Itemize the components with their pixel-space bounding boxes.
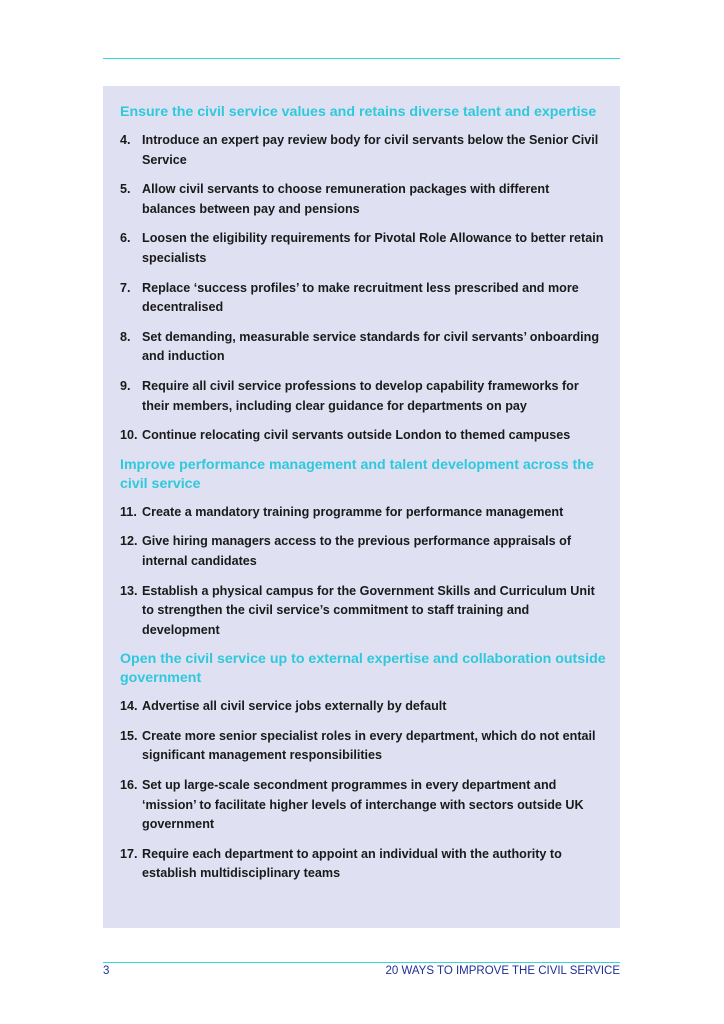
item-number: 14.: [120, 699, 138, 714]
item-number: 16.: [120, 778, 138, 793]
list-item: [120, 845, 606, 884]
item-text: Replace ‘success profiles’ to make recruitment less prescribed and more decentralised: [142, 280, 579, 315]
list-item: [120, 328, 606, 367]
list-item: [120, 532, 606, 571]
item-text: Require all civil service professions to develop capability frameworks for their members, including clear guidance for departments on pay: [142, 378, 579, 413]
list-item: [120, 776, 606, 835]
item-number: 11.: [120, 504, 137, 519]
item-number: 12.: [120, 534, 138, 549]
item-number: 4.: [120, 133, 131, 147]
list-item: [120, 180, 606, 219]
recommendation-list: [120, 697, 606, 884]
section-heading-talent: Ensure the civil service values and retains diverse talent and expertise: [120, 104, 597, 120]
top-divider: [103, 58, 620, 59]
list-item: [120, 503, 606, 523]
item-text: Create more senior specialist roles in every department, which do not entail significant management responsibilities: [142, 728, 596, 763]
list-item: [120, 697, 606, 717]
list-item: [120, 727, 606, 766]
item-text: Continue relocating civil servants outside London to themed campuses: [142, 428, 571, 443]
item-text: Establish a physical campus for the Government Skills and Curriculum Unit to strengthen the civil service’s commitment to staff training and development: [142, 583, 595, 637]
section-heading-performance: Improve performance management and talent development across the civil service: [120, 456, 594, 492]
item-number: 6.: [120, 231, 131, 246]
item-text: Create a mandatory training programme for performance management: [142, 504, 564, 519]
recommendation-list: [120, 131, 606, 446]
item-text: Set up large-scale secondment programmes in every department and ‘mission’ to facilitate higher levels of interchange with sectors outside UK government: [142, 778, 584, 832]
list-item: [120, 582, 606, 641]
list-item: [120, 131, 606, 170]
item-number: 17.: [120, 846, 138, 861]
footer-divider: [103, 962, 620, 963]
list-item: [120, 229, 606, 268]
item-text: Require each department to appoint an individual with the authority to establish multidisciplinary teams: [142, 846, 562, 881]
recommendation-list: [120, 503, 606, 641]
item-number: 15.: [120, 728, 138, 743]
recommendations-panel: [103, 86, 620, 928]
item-text: Advertise all civil service jobs externally by default: [142, 699, 447, 714]
item-text: Introduce an expert pay review body for civil servants below the Senior Civil Service: [142, 133, 599, 167]
page-number: 3: [103, 965, 110, 977]
item-number: 5.: [120, 182, 131, 197]
item-number: 8.: [120, 329, 131, 344]
section-heading-external: Open the civil service up to external expertise and collaboration outside government: [120, 651, 606, 687]
list-item: [120, 279, 606, 318]
item-number: 13.: [120, 583, 138, 598]
item-number: 7.: [120, 280, 131, 295]
document-title: 20 WAYS TO IMPROVE THE CIVIL SERVICE: [385, 965, 620, 977]
item-text: Set demanding, measurable service standards for civil servants’ onboarding and induction: [142, 329, 600, 364]
item-text: Allow civil servants to choose remuneration packages with different balances between pay and pensions: [142, 182, 550, 216]
item-number: 10.: [120, 428, 138, 443]
item-number: 9.: [120, 378, 131, 393]
list-item: [120, 426, 606, 446]
item-text: Loosen the eligibility requirements for Pivotal Role Allowance to better retain specialists: [142, 231, 604, 265]
list-item: [120, 377, 606, 416]
item-text: Give hiring managers access to the previous performance appraisals of internal candidates: [142, 534, 572, 568]
